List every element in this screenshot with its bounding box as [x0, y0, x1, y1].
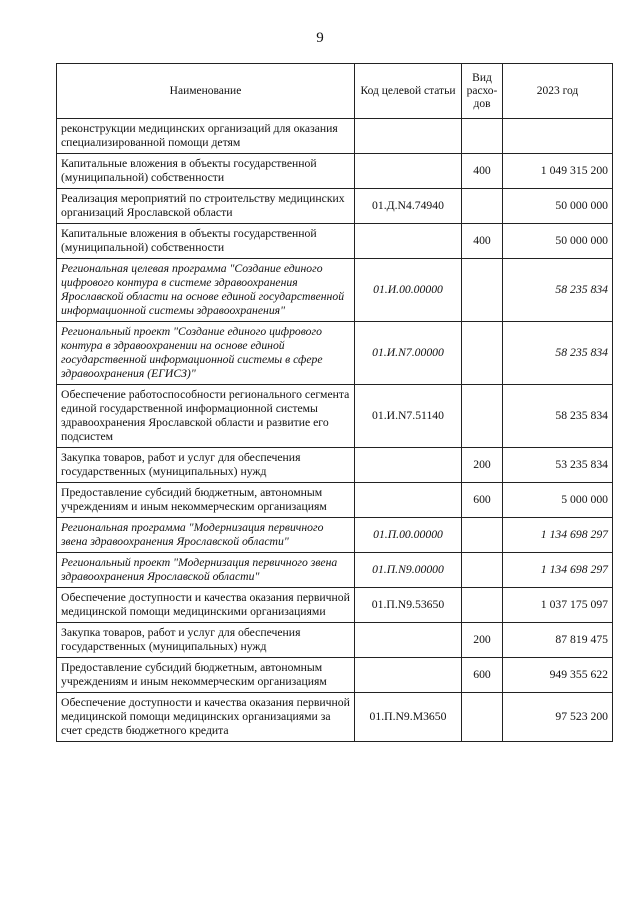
row-name: Закупка товаров, работ и услуг для обеспечения государственных (муниципальных) нужд	[57, 623, 355, 658]
row-amount: 58 235 834	[503, 385, 613, 448]
row-name: Предоставление субсидий бюджетным, автономным учреждениям и иным некоммерческим организациям	[57, 483, 355, 518]
row-code	[355, 224, 462, 259]
row-amount: 53 235 834	[503, 448, 613, 483]
row-name: Региональный проект "Модернизация первичного звена здравоохранения Ярославской области"	[57, 553, 355, 588]
table-row	[57, 259, 613, 322]
row-code	[355, 119, 462, 154]
row-code: 01.И.00.00000	[355, 259, 462, 322]
row-amount: 58 235 834	[503, 322, 613, 385]
row-type	[462, 553, 503, 588]
row-name: Капитальные вложения в объекты государственной (муниципальной) собственности	[57, 154, 355, 189]
table-row	[57, 623, 613, 658]
table-row	[57, 483, 613, 518]
row-type	[462, 588, 503, 623]
row-amount: 1 049 315 200	[503, 154, 613, 189]
row-type	[462, 693, 503, 742]
row-amount: 5 000 000	[503, 483, 613, 518]
row-amount: 97 523 200	[503, 693, 613, 742]
row-name: Региональная целевая программа "Создание единого цифрового контура в системе здравоохранения Ярославской области на основе единой государственной информационной системы здравоохранения"	[57, 259, 355, 322]
table-row	[57, 322, 613, 385]
row-amount: 949 355 622	[503, 658, 613, 693]
row-code	[355, 658, 462, 693]
row-code	[355, 483, 462, 518]
row-name: Обеспечение доступности и качества оказания первичной медицинской помощи медицинскими организациями	[57, 588, 355, 623]
row-code: 01.И.N7.00000	[355, 322, 462, 385]
table-row	[57, 588, 613, 623]
row-type	[462, 189, 503, 224]
row-amount: 1 037 175 097	[503, 588, 613, 623]
budget-table	[56, 63, 613, 742]
table-row	[57, 189, 613, 224]
table-row	[57, 553, 613, 588]
row-type: 600	[462, 483, 503, 518]
table-row	[57, 119, 613, 154]
row-name: Закупка товаров, работ и услуг для обеспечения государственных (муниципальных) нужд	[57, 448, 355, 483]
row-amount: 1 134 698 297	[503, 553, 613, 588]
page-number: 9	[316, 30, 324, 46]
row-type: 200	[462, 623, 503, 658]
row-name: Капитальные вложения в объекты государственной (муниципальной) собственности	[57, 224, 355, 259]
row-amount	[503, 119, 613, 154]
row-code: 01.П.00.00000	[355, 518, 462, 553]
row-amount: 50 000 000	[503, 189, 613, 224]
row-type: 200	[462, 448, 503, 483]
table-row	[57, 518, 613, 553]
row-code: 01.И.N7.51140	[355, 385, 462, 448]
row-name: реконструкции медицинских организаций для оказания специализированной помощи детям	[57, 119, 355, 154]
header-amount: 2023 год	[503, 64, 613, 119]
row-code: 01.П.N9.М3650	[355, 693, 462, 742]
row-type: 400	[462, 154, 503, 189]
table-row	[57, 154, 613, 189]
row-name: Предоставление субсидий бюджетным, автономным учреждениям и иным некоммерческим организациям	[57, 658, 355, 693]
table-row	[57, 224, 613, 259]
table-row	[57, 658, 613, 693]
row-code	[355, 623, 462, 658]
row-code	[355, 154, 462, 189]
table-header-row	[57, 64, 613, 119]
row-type: 600	[462, 658, 503, 693]
table-row	[57, 448, 613, 483]
row-type	[462, 259, 503, 322]
row-name: Обеспечение доступности и качества оказания первичной медицинской помощи медицинских организациями за счет средств бюджетного кредита	[57, 693, 355, 742]
row-amount: 1 134 698 297	[503, 518, 613, 553]
row-name: Реализация мероприятий по строительству медицинских организаций Ярославской области	[57, 189, 355, 224]
header-name: Наименование	[57, 64, 355, 119]
row-name: Обеспечение работоспособности регионального сегмента единой государственной информационной системы здравоохранения Ярославской области и развитие его подсистем	[57, 385, 355, 448]
row-code: 01.П.N9.53650	[355, 588, 462, 623]
row-code: 01.П.N9.00000	[355, 553, 462, 588]
row-name: Региональная программа "Модернизация первичного звена здравоохранения Ярославской области"	[57, 518, 355, 553]
row-type: 400	[462, 224, 503, 259]
row-type	[462, 119, 503, 154]
row-amount: 58 235 834	[503, 259, 613, 322]
row-type	[462, 518, 503, 553]
table-row	[57, 385, 613, 448]
row-code	[355, 448, 462, 483]
row-amount: 50 000 000	[503, 224, 613, 259]
header-code: Код целевой статьи	[355, 64, 462, 119]
header-type: Вид расхо-дов	[462, 64, 503, 119]
row-name: Региональный проект "Создание единого цифрового контура в здравоохранении на основе единой государственной информационной системы в сфере здравоохранения (ЕГИСЗ)"	[57, 322, 355, 385]
row-type	[462, 322, 503, 385]
row-amount: 87 819 475	[503, 623, 613, 658]
table-row	[57, 693, 613, 742]
row-type	[462, 385, 503, 448]
row-code: 01.Д.N4.74940	[355, 189, 462, 224]
